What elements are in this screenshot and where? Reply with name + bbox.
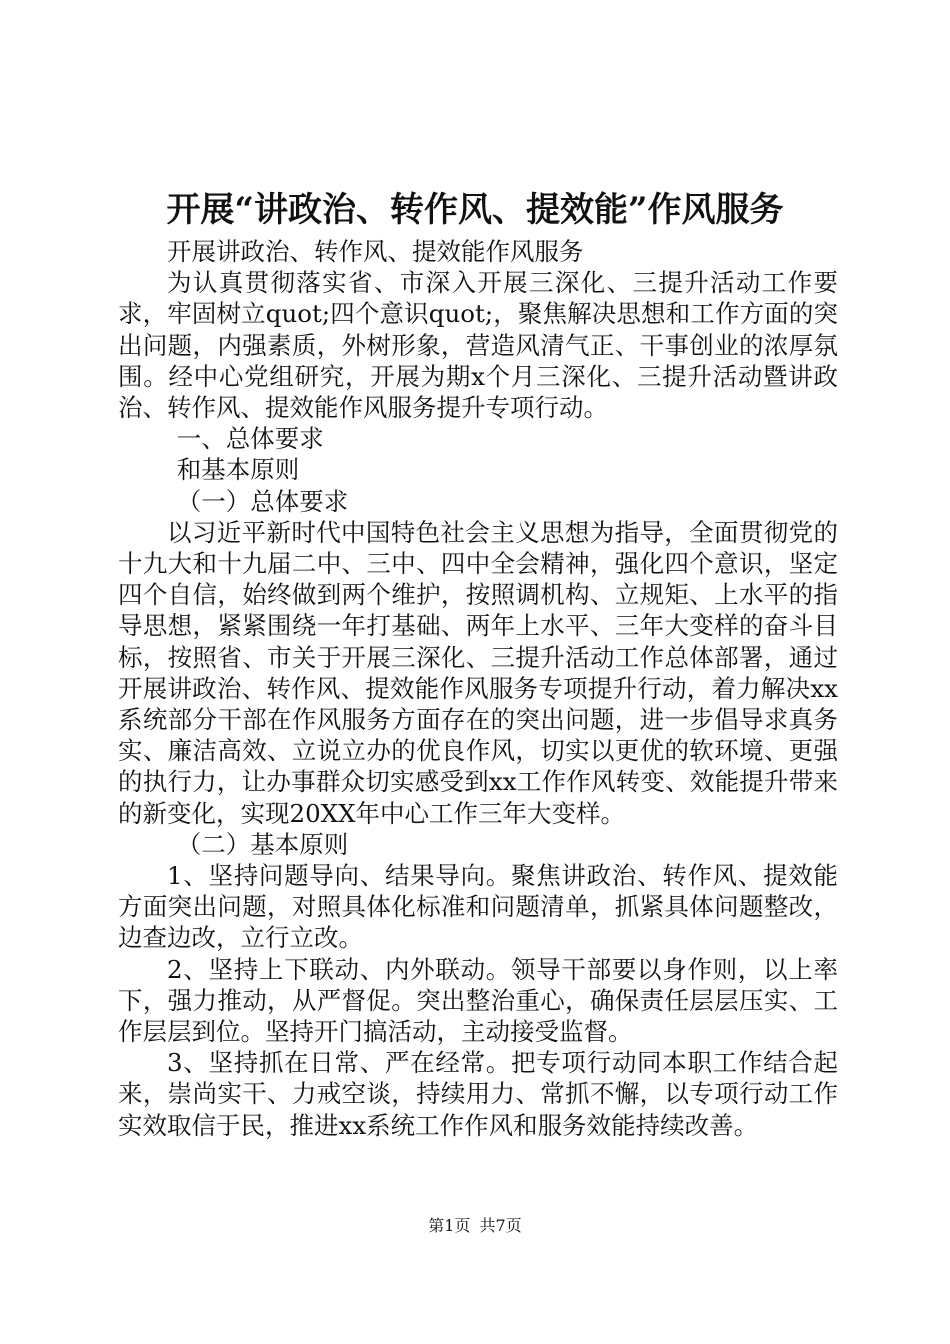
document-body [118, 236, 838, 1141]
subsection-heading-basic-principles: （二）基本原则 [176, 829, 349, 859]
intro-paragraph: 为认真贯彻落实省、市深入开展三深化、三提升活动工作要求，牢固树立quot;四个意识quot;，聚焦解决思想和工作方面的突出问题，内强素质，外树形象，营造风清气正、干事创业的浓厚氛围。经中心党组研究，开展为期x个月三深化、三提升活动暨讲政治、转作风、提效能作风服务提升专项行动。 [118, 268, 838, 423]
general-requirements-paragraph: 以习近平新时代中国特色社会主义思想为指导，全面贯彻党的十九大和十九届二中、三中、四中全会精神，强化四个意识，坚定四个自信，始终做到两个维护，按照调机构、立规矩、上水平的指导思想，紧紧围绕一年打基础、两年上水平、三年大变样的奋斗目标，按照省、市关于开展三深化、三提升活动工作总体部署，通过开展讲政治、转作风、提效能作风服务专项提升行动，着力解决xx系统部分干部在作风服务方面存在的突出问题，进一步倡导求真务实、廉洁高效、立说立办的优良作风，切实以更优的软环境、更强的执行力，让办事群众切实感受到xx工作作风转变、效能提升带来的新变化，实现20XX年中心工作三年大变样。 [118, 517, 838, 828]
subsection-heading-general-requirements: （一）总体要求 [176, 486, 349, 516]
document-title: 开展“讲政治、转作风、提效能”作风服务 [166, 190, 784, 230]
principle-3-paragraph: 3、坚持抓在日常、严在经常。把专项行动同本职工作结合起来，崇尚实干、力戒空谈，持续用力、常抓不懈，以专项行动工作实效取信于民，推进xx系统工作作风和服务效能持续改善。 [118, 1048, 838, 1140]
principle-2-paragraph: 2、坚持上下联动、内外联动。领导干部要以身作则，以上率下，强力推动，从严督促。突出整治重心，确保责任层层压实、工作层层到位。坚持开门搞活动，主动接受监督。 [118, 954, 838, 1047]
principle-1-paragraph: 1、坚持问题导向、结果导向。聚焦讲政治、转作风、提效能方面突出问题，对照具体化标准和问题清单，抓紧具体问题整改，边查边改，立行立改。 [118, 861, 838, 953]
section-heading-general: 一、总体要求 [176, 424, 324, 454]
page-footer [0, 1214, 950, 1238]
page-number: 第1页 [428, 1216, 471, 1235]
page-total: 共7页 [479, 1216, 522, 1235]
subtitle-paragraph: 开展讲政治、转作风、提效能作风服务 [167, 237, 584, 266]
section-heading-principles: 和基本原则 [176, 455, 300, 485]
